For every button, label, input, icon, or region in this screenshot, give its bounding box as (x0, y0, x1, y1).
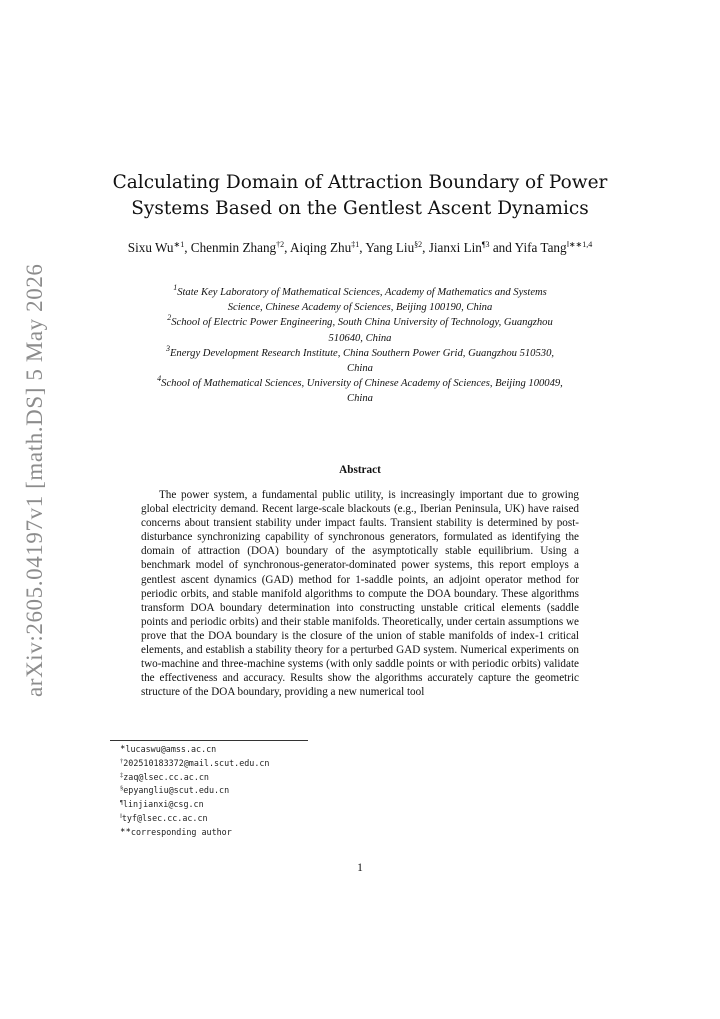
author-separator: , (284, 240, 291, 255)
abstract-text: The power system, a fundamental public utility, is increasingly important due to growing global electricity demand. Recent large-scale blackouts (e.g., Iberian Peninsula, UK) have raised concerns about transient stability under impact faults. Transient stability is determined by post-disturbance synchronizing capability of synchronous generators, formulated as identifying the domain of attraction (DOA) boundary of the asymptotically stable equilibrium. Using a benchmark model of synchronous-generator-dominated power systems, this report employs a gentlest ascent dynamics (GAD) method for 1-saddle points, an adjoint operator method for periodic orbits, and stable manifold algorithms to compute the DOA boundary. These algorithms transform DOA boundary determination into constructing unstable critical elements (saddle points and periodic orbits) and their stable manifolds. Theoretically, under certain assumptions we prove that the DOA boundary is the closure of the union of stable manifolds of index-1 critical elements, and establish a stability theory for a perturbed GAD system. Numerical experiments on two-machine and three-machine systems (with only saddle points or with periodic orbits) validate the effectiveness and accuracy. Results show the algorithms accurately capture the geometric structure of the DOA boundary, providing a new numerical tool (141, 489, 579, 699)
arxiv-identifier: arXiv:2605.04197v1 [math.DS] 5 May 2026 (22, 263, 47, 698)
affiliation-line: School of Mathematical Sciences, University of Chinese Academy of Sciences, Beijing 100049, (161, 378, 563, 390)
author-marker: ‡1 (351, 240, 360, 249)
author-marker: §2 (414, 240, 423, 249)
affiliation-line: State Key Laboratory of Mathematical Sciences, Academy of Mathematics and Systems (177, 287, 547, 298)
footnote-email: 202510183372@mail.scut.edu.cn (123, 757, 270, 768)
footnote-email: tyf@lsec.cc.ac.cn (121, 812, 208, 823)
footnote-email: zaq@lsec.cc.ac.cn (123, 771, 209, 782)
affiliation-3 (108, 343, 612, 361)
footnote (120, 798, 520, 812)
footnote-marker: ¶ (120, 799, 123, 807)
author-separator: , (359, 240, 366, 255)
author-name: Sixu Wu (127, 240, 174, 255)
affiliation-line: School of Electric Power Engineering, South China University of Technology, Guangzhou (171, 317, 553, 329)
affiliation-2 (108, 315, 612, 330)
affiliation-marker: 2 (167, 313, 172, 323)
author-marker: ∗1 (173, 240, 185, 249)
footnote (120, 812, 520, 826)
footnote-rule (110, 740, 308, 741)
title-line-2: Systems Based on the Gentlest Ascent Dynamics (131, 198, 589, 219)
title-line-1: Calculating Domain of Attraction Boundary of Power (112, 172, 608, 193)
author-marker: ‖∗∗1,4 (566, 240, 593, 249)
author-name: Yifa Tang (514, 240, 567, 255)
abstract-heading: Abstract (339, 464, 381, 476)
footnote-marker: ∗ (120, 744, 126, 751)
page-number: 1 (357, 862, 363, 874)
author-name: Yang Liu (365, 240, 415, 255)
author-marker: ¶3 (481, 240, 490, 249)
footnote-note: corresponding author (130, 826, 232, 837)
footnote (120, 771, 520, 785)
paper-title (110, 170, 610, 222)
footnote-marker: § (120, 785, 124, 793)
affiliation-4-cont: China (347, 393, 373, 405)
author-name: Jianxi Lin (428, 240, 482, 255)
footnote (120, 757, 520, 771)
footnote-marker: ∗∗ (120, 826, 131, 834)
footnote (120, 826, 520, 840)
affiliation-4 (108, 376, 612, 391)
affiliation-1 (108, 285, 612, 300)
affiliation-2-cont: 510640, China (328, 332, 392, 344)
affiliation-marker: 1 (173, 283, 178, 292)
footnote-email: epyangliu@scut.edu.cn (123, 785, 230, 796)
footnote (120, 743, 520, 757)
affiliations (108, 285, 612, 407)
footnote-marker: † (120, 757, 124, 765)
author-name: Chenmin Zhang (190, 240, 277, 255)
footnote-marker: ‖ (120, 812, 122, 820)
author-marker: †2 (276, 240, 285, 249)
footnote-email: lucaswu@amss.ac.cn (125, 744, 217, 754)
affiliation-marker: 4 (157, 374, 162, 384)
affiliation-marker: 3 (165, 343, 170, 353)
affiliation-3-cont: China (347, 363, 373, 375)
affiliation-line: Energy Development Research Institute, China Southern Power Grid, Guangzhou 510530, (169, 347, 555, 359)
footnote-email: linjianxi@csg.cn (122, 799, 204, 810)
affiliation-1-cont: Science, Chinese Academy of Sciences, Beijing 100190, China (227, 302, 493, 314)
author-separator: and (489, 240, 515, 255)
footnote (120, 784, 520, 798)
author-list (108, 239, 612, 257)
footnotes (120, 743, 520, 840)
author-name: Aiqing Zhu (290, 240, 352, 255)
author-separator: , (184, 240, 191, 255)
footnote-marker: ‡ (120, 771, 124, 779)
author-separator: , (422, 240, 429, 255)
